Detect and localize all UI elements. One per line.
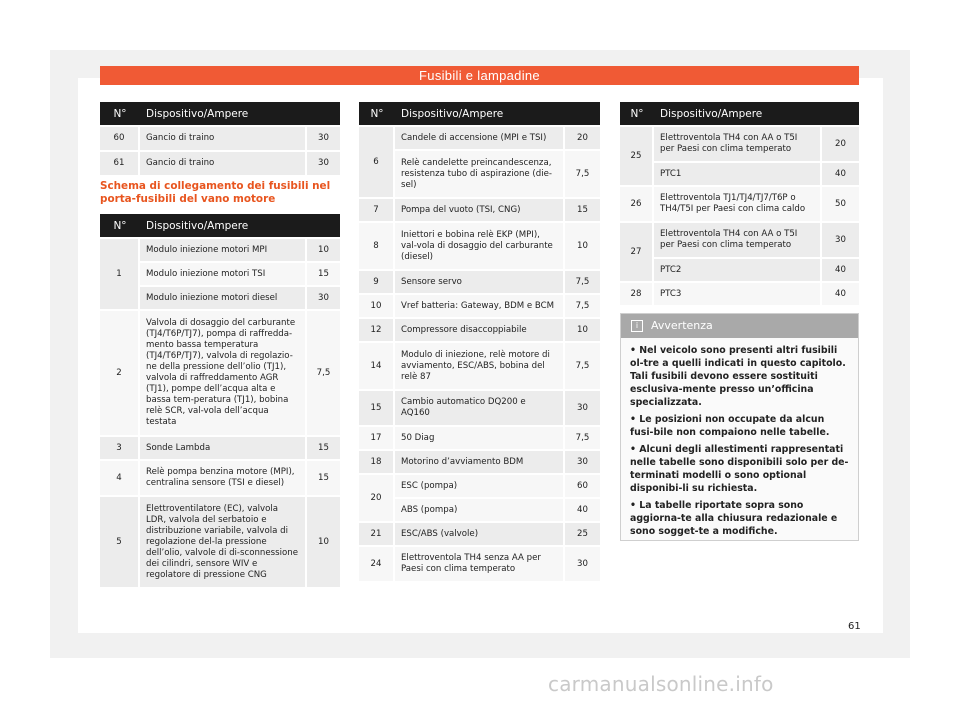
fuse-device: Pompa del vuoto (TSI, CNG) <box>395 199 565 221</box>
fuse-number: 6 <box>359 127 395 197</box>
fuse-ampere: 60 <box>565 475 600 497</box>
fuse-number: 8 <box>359 223 395 269</box>
table-row <box>359 343 600 389</box>
table-row <box>100 461 340 495</box>
fuse-device: Candele di accensione (MPI e TSI) <box>395 127 565 149</box>
table-row <box>100 239 340 261</box>
fuse-ampere: 15 <box>307 437 340 459</box>
fuse-ampere: 50 <box>822 187 859 221</box>
fuse-device: Modulo iniezione motori TSI <box>140 263 307 285</box>
fuse-number: 1 <box>100 239 140 309</box>
fuse-ampere: 30 <box>565 451 600 473</box>
fuse-device: ESC (pompa) <box>395 475 565 497</box>
table-row <box>359 295 600 317</box>
fuse-ampere: 10 <box>307 239 340 261</box>
warning-item <box>630 344 849 409</box>
page-title: Fusibili e lampadine <box>100 66 859 85</box>
fuse-ampere: 7,5 <box>307 311 340 435</box>
table-row <box>620 283 859 305</box>
fuse-ampere: 10 <box>307 497 340 587</box>
bullet-icon: • <box>630 444 640 455</box>
table-row <box>359 151 600 197</box>
fuse-number: 25 <box>620 127 654 185</box>
col-header-device: Dispositivo/Ampere <box>654 102 859 125</box>
warning-body <box>621 338 858 538</box>
fuse-device: Elettroventola TH4 con AA o T5I per Paesi con clima temperato <box>654 223 822 257</box>
table-row <box>100 497 340 587</box>
fuse-ampere: 7,5 <box>565 271 600 293</box>
fuse-ampere: 7,5 <box>565 295 600 317</box>
fuse-device: Gancio di traino <box>140 152 307 175</box>
fuse-device: Motorino d’avviamento BDM <box>395 451 565 473</box>
section-heading: Schema di collegamento dei fusibili nel porta-fusibili del vano motore <box>100 180 331 205</box>
fuse-number: 61 <box>100 152 140 175</box>
warning-item-text: La tabelle riportate sopra sono aggiorna-te alla chiusura redazionale e sono sogget-te a modifiche. <box>630 500 838 537</box>
fuse-ampere: 40 <box>822 283 859 305</box>
fuse-device: Cambio automatico DQ200 e AQ160 <box>395 391 565 425</box>
fuse-device: Elettroventola TH4 senza AA per Paesi con clima temperato <box>395 547 565 581</box>
table-row <box>359 199 600 221</box>
fuse-device: Vref batteria: Gateway, BDM e BCM <box>395 295 565 317</box>
fuse-ampere: 7,5 <box>565 343 600 389</box>
table-row <box>359 475 600 497</box>
fuse-device: ESC/ABS (valvole) <box>395 523 565 545</box>
fuse-ampere: 20 <box>565 127 600 149</box>
table-fuses-25-28 <box>620 100 859 307</box>
fuse-ampere: 30 <box>565 547 600 581</box>
fuse-ampere: 25 <box>565 523 600 545</box>
fuse-ampere: 10 <box>565 223 600 269</box>
fuse-ampere: 15 <box>565 199 600 221</box>
fuse-ampere: 20 <box>822 127 859 161</box>
table-row <box>359 499 600 521</box>
fuse-ampere: 7,5 <box>565 427 600 449</box>
warning-item <box>630 499 849 538</box>
table-row <box>620 259 859 281</box>
fuse-device: PTC2 <box>654 259 822 281</box>
fuse-number: 21 <box>359 523 395 545</box>
fuse-number: 17 <box>359 427 395 449</box>
fuse-device: Sensore servo <box>395 271 565 293</box>
table-row <box>620 127 859 161</box>
table-row <box>359 391 600 425</box>
fuse-device: Iniettori e bobina relè EKP (MPI), val-vola di dosaggio del carburante (diesel) <box>395 223 565 269</box>
fuse-ampere: 30 <box>307 127 340 150</box>
fuse-device: ABS (pompa) <box>395 499 565 521</box>
fuse-device: Relè pompa benzina motore (MPI), centralina sensore (TSI e diesel) <box>140 461 307 495</box>
col-header-number: N° <box>100 214 140 237</box>
table-row <box>100 152 340 175</box>
table-row <box>359 523 600 545</box>
fuse-number: 20 <box>359 475 395 521</box>
fuse-device: Compressore disaccoppiabile <box>395 319 565 341</box>
table-row <box>359 271 600 293</box>
fuse-device: Modulo iniezione motori diesel <box>140 287 307 309</box>
warning-item-text: Alcuni degli allestimenti rappresentati nelle tabelle sono disponibili solo per de-terminati modelli o sono optional disponibi-li su richiesta. <box>630 444 849 494</box>
fuse-ampere: 15 <box>307 263 340 285</box>
fuse-number: 27 <box>620 223 654 281</box>
fuse-number: 9 <box>359 271 395 293</box>
fuse-number: 4 <box>100 461 140 495</box>
col-header-device: Dispositivo/Ampere <box>140 214 340 237</box>
fuse-number: 15 <box>359 391 395 425</box>
fuse-device: PTC1 <box>654 163 822 185</box>
table-row <box>359 547 600 581</box>
page-number: 61 <box>848 621 861 632</box>
table-row <box>359 427 600 449</box>
table-fuses-6-24 <box>359 100 600 583</box>
table-row <box>620 223 859 257</box>
fuse-number: 3 <box>100 437 140 459</box>
fuse-number: 2 <box>100 311 140 435</box>
table-row <box>100 437 340 459</box>
table-row <box>359 127 600 149</box>
fuse-device: Elettroventola TH4 con AA o T5I per Paesi con clima temperato <box>654 127 822 161</box>
fuse-number: 12 <box>359 319 395 341</box>
table-row <box>359 319 600 341</box>
fuse-ampere: 30 <box>307 152 340 175</box>
fuse-number: 60 <box>100 127 140 150</box>
fuse-device: Elettroventola TJ1/TJ4/TJ7/T6P o TH4/T5I per Paesi con clima caldo <box>654 187 822 221</box>
col-header-device: Dispositivo/Ampere <box>140 102 340 125</box>
fuse-ampere: 40 <box>822 163 859 185</box>
warning-item-text: Le posizioni non occupate da alcun fusi-bile non compaiono nelle tabelle. <box>630 414 830 438</box>
fuse-device: Elettroventilatore (EC), valvola LDR, valvola del serbatoio e distribuzione variabile, valvola di regolazione del-la pressione dell’olio, valvole di di-sconnessione dei cilindri, sensore WIV e regolatore di pressione CNG <box>140 497 307 587</box>
bullet-icon: • <box>630 500 640 511</box>
warning-box <box>620 313 859 541</box>
fuse-ampere: 30 <box>822 223 859 257</box>
fuse-device: 50 Diag <box>395 427 565 449</box>
fuse-number: 28 <box>620 283 654 305</box>
fuse-number: 10 <box>359 295 395 317</box>
fuse-device: Sonde Lambda <box>140 437 307 459</box>
warning-header <box>621 314 858 338</box>
fuse-number: 5 <box>100 497 140 587</box>
fuse-device: Gancio di traino <box>140 127 307 150</box>
fuse-number: 7 <box>359 199 395 221</box>
fuse-number: 18 <box>359 451 395 473</box>
watermark: carmanualsonline.info <box>548 672 774 696</box>
fuse-number: 14 <box>359 343 395 389</box>
fuse-number: 26 <box>620 187 654 221</box>
fuse-ampere: 15 <box>307 461 340 495</box>
col-header-number: N° <box>359 102 395 125</box>
fuse-ampere: 40 <box>822 259 859 281</box>
table-row <box>620 187 859 221</box>
warning-item-text: Nel veicolo sono presenti altri fusibili ol-tre a quelli indicati in questo capitolo. Tali fusibili devono essere sostituiti esclusiva-mente presso un’officina specializzata. <box>630 345 846 408</box>
info-icon: i <box>631 320 643 332</box>
fuse-ampere: 30 <box>307 287 340 309</box>
fuse-device: PTC3 <box>654 283 822 305</box>
fuse-ampere: 40 <box>565 499 600 521</box>
col-header-number: N° <box>100 102 140 125</box>
warning-item <box>630 443 849 495</box>
fuse-ampere: 30 <box>565 391 600 425</box>
table-row <box>100 311 340 435</box>
fuse-ampere: 10 <box>565 319 600 341</box>
fuse-device: Relè candelette preincandescenza, resistenza tubo di aspirazione (die-sel) <box>395 151 565 197</box>
fuse-ampere: 7,5 <box>565 151 600 197</box>
table-fuses-60-61 <box>100 100 340 177</box>
table-fuses-1-5 <box>100 212 340 589</box>
col-header-number: N° <box>620 102 654 125</box>
fuse-number: 24 <box>359 547 395 581</box>
table-row <box>620 163 859 185</box>
bullet-icon: • <box>630 345 640 356</box>
table-row <box>359 451 600 473</box>
table-row <box>100 127 340 150</box>
fuse-device: Valvola di dosaggio del carburante (TJ4/T6P/TJ7), pompa di raffredda-mento bassa temperatura (TJ4/T6P/TJ7), valvola di regolazio-ne della pressione dell’olio (TJ1), valvola di raffreddamento AGR (TJ1), pompe dell’acqua alta e bassa tem-peratura (TJ1), bobina relè SCR, val-vola dell’acqua testata <box>140 311 307 435</box>
warning-item <box>630 413 849 439</box>
col-header-device: Dispositivo/Ampere <box>395 102 600 125</box>
bullet-icon: • <box>630 414 640 425</box>
fuse-device: Modulo iniezione motori MPI <box>140 239 307 261</box>
table-row <box>359 223 600 269</box>
fuse-device: Modulo di iniezione, relè motore di avviamento, ESC/ABS, bobina del relè 87 <box>395 343 565 389</box>
warning-title: Avvertenza <box>651 319 713 332</box>
